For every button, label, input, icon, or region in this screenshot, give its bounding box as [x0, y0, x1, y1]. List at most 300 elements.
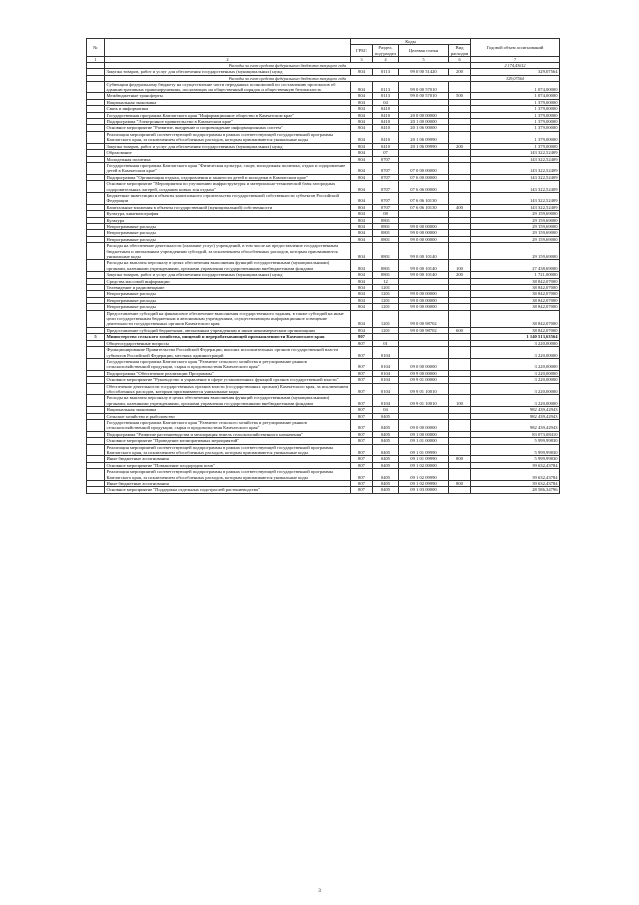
razdel-cell: 0801	[373, 236, 399, 242]
grbs-cell: 807	[351, 431, 373, 437]
table-row	[87, 131, 560, 143]
grbs-cell: 807	[351, 419, 373, 431]
header-grbs: ГРБС	[351, 45, 373, 57]
amount-cell: 38 842,07000	[471, 304, 560, 310]
item-name-cell: Телевидение и радиовещание	[105, 285, 351, 291]
item-name-cell: Средства массовой информации	[105, 278, 351, 284]
expense-type-cell	[449, 192, 471, 204]
row-num-cell	[87, 358, 105, 370]
amount-cell: 3 220,00000	[471, 383, 560, 395]
target-article-cell: 20 1 06 09990	[399, 131, 449, 143]
amount-cell: 39 632,43784	[471, 462, 560, 468]
amount-cell: 5 999,99830	[471, 456, 560, 462]
razdel-cell: 0104	[373, 347, 399, 359]
table-row	[87, 181, 560, 193]
razdel-cell: 0801	[373, 230, 399, 236]
expense-type-cell	[449, 81, 471, 93]
grbs-cell: 804	[351, 112, 373, 118]
amount-cell: 3 220,00000	[471, 395, 560, 407]
expense-type-cell: 800	[449, 456, 471, 462]
amount-cell: 5 999,99830	[471, 444, 560, 456]
item-name-cell: Основное мероприятие "Развитие, внедрение и сопровождение информационных систем"	[105, 125, 351, 131]
row-num-cell	[87, 162, 105, 174]
item-name-cell: Предоставление субсидий на финансовое обеспечение выполнения государственного задания, в также субсидий на иные цели государственным бюджетным и автономным учреждениям, осуществляющим информационное освещение деятельности государственных органов Камчатского края	[105, 310, 351, 327]
row-num-cell	[87, 131, 105, 143]
row-num-cell	[87, 260, 105, 272]
target-article-cell: 09 1 01 09990	[399, 456, 449, 462]
razdel-cell: 0707	[373, 156, 399, 162]
grbs-cell: 804	[351, 310, 373, 327]
razdel-cell: 0104	[373, 358, 399, 370]
item-name-cell: Подпрограмма "Организация отдыха, оздоровления и занятости детей и молодежи в Камчатском крае"	[105, 174, 351, 180]
table-row	[87, 347, 560, 359]
item-name-cell: Национальная экономика	[105, 99, 351, 105]
item-name-cell: Бюджетные инвестиции в объекты капитального строительства государственной собственности субъектов Российской Федерации	[105, 192, 351, 204]
expense-type-cell	[449, 358, 471, 370]
subtotal-label: Расходы за счет средств федерального бюджета текущего года	[105, 63, 471, 69]
razdel-cell: 0405	[373, 456, 399, 462]
razdel-cell: 0113	[373, 93, 399, 99]
razdel-cell: 0801	[373, 272, 399, 278]
target-article-cell: 09 1 02 00000	[399, 462, 449, 468]
expense-type-cell	[449, 243, 471, 260]
grbs-cell: 807	[351, 487, 373, 493]
target-article-cell: 99 0 00 00000	[399, 223, 449, 229]
amount-cell: 982 439,42943	[471, 419, 560, 431]
amount-cell: 1 379,00000	[471, 143, 560, 149]
grbs-cell: 804	[351, 291, 373, 297]
razdel-cell: 0113	[373, 69, 399, 75]
target-article-cell: 99 0 00 98702	[399, 310, 449, 327]
item-name-cell: Государственная программа Камчатского края "Развитие сельского хозяйства и регулирование рынков сельскохозяйственной продукции, сырья и продовольствия Камчатского края"	[105, 358, 351, 370]
target-article-cell: 09 9 01 10010	[399, 383, 449, 395]
razdel-cell: 0801	[373, 243, 399, 260]
razdel-cell: 0801	[373, 260, 399, 272]
row-num-cell	[87, 310, 105, 327]
header-cs: Целевая статья	[399, 45, 449, 57]
item-name-cell: Основное мероприятие "Повышение плодородия почв"	[105, 462, 351, 468]
target-article-cell: 09 1 01 09990	[399, 444, 449, 456]
razdel-cell: 0104	[373, 395, 399, 407]
grbs-cell: 804	[351, 143, 373, 149]
item-name-cell: Непрограммные расходы	[105, 230, 351, 236]
razdel-cell: 0707	[373, 162, 399, 174]
item-name-cell: Основное мероприятие "Мероприятия по улучшению инфраструктуры и материально-технической базы загородных оздоровительных лагерей, созданию новых зон отдыха"	[105, 181, 351, 193]
amount-cell: 38 842,07000	[471, 310, 560, 327]
grbs-cell: 807	[351, 444, 373, 456]
target-article-cell: 20 1 06 00000	[399, 125, 449, 131]
razdel-cell: 0410	[373, 112, 399, 118]
grbs-cell: 804	[351, 125, 373, 131]
amount-cell: 28 586,34796	[471, 487, 560, 493]
target-article-cell: 99 0 00 00000	[399, 304, 449, 310]
expense-type-cell: 600	[449, 327, 471, 333]
row-num-cell	[87, 192, 105, 204]
amount-cell: 38 842,07000	[471, 291, 560, 297]
razdel-cell: 0410	[373, 131, 399, 143]
razdel-cell: 1201	[373, 327, 399, 333]
amount-cell: 1 379,00000	[471, 106, 560, 112]
grbs-cell: 807	[351, 481, 373, 487]
item-name-cell: Межбюджетные трансферты	[105, 93, 351, 99]
subtotal-label: Расходы за счет средств федерального бюджета текущего года	[105, 75, 471, 81]
amount-cell: 143 322,52409	[471, 150, 560, 156]
grbs-cell: 804	[351, 106, 373, 112]
header-razdel: Раздел, под-раздел	[373, 45, 399, 57]
target-article-cell: 09 1 03 00000	[399, 487, 449, 493]
item-name-cell: Расходы на обеспечение деятельности (оказание услуг) учреждений, в том числе на предоставление государственным бюджетным и автономным учреждениям субсидий, за исключением обособленных расходов, которым присваиваются уникальные коды	[105, 243, 351, 260]
grbs-cell: 807	[351, 383, 373, 395]
grbs-cell: 807	[351, 358, 373, 370]
amount-cell: 329,07564	[471, 69, 560, 75]
razdel-cell: 0405	[373, 462, 399, 468]
grbs-cell: 804	[351, 211, 373, 217]
razdel-cell: 0801	[373, 217, 399, 223]
amount-cell: 1 379,00000	[471, 119, 560, 125]
page-number: 3	[318, 888, 321, 894]
col-index: 5	[399, 57, 449, 63]
col-index: 6	[449, 57, 471, 63]
expense-type-cell	[449, 419, 471, 431]
grbs-cell: 804	[351, 223, 373, 229]
grbs-cell: 804	[351, 327, 373, 333]
grbs-cell: 804	[351, 304, 373, 310]
grbs-cell: 804	[351, 204, 373, 210]
item-name-cell: Молодежная политика	[105, 156, 351, 162]
amount-cell: 1 379,00000	[471, 125, 560, 131]
item-name-cell: Закупка товаров, работ и услуг для обеспечения государственных (муниципальных) нужд	[105, 272, 351, 278]
item-name-cell: Реализация мероприятий соответствующей подпрограммы в рамках соответствующей государственной программы Камчатского края, за исключением обособленных расходов, которым присваиваются уникальные коды	[105, 469, 351, 481]
amount-cell: 29 159,69000	[471, 217, 560, 223]
row-num-cell	[87, 383, 105, 395]
razdel-cell: 0707	[373, 174, 399, 180]
item-name-cell: Иные бюджетные ассигнования	[105, 456, 351, 462]
item-name-cell: Министерство сельского хозяйства, пищевой и перерабатывающей промышленности Камчатского края	[105, 334, 351, 340]
amount-cell: 3 220,00000	[471, 347, 560, 359]
amount-cell: 3 220,00000	[471, 358, 560, 370]
target-article-cell: 99 0 00 10140	[399, 272, 449, 278]
expense-type-cell: 400	[449, 204, 471, 210]
item-name-cell: Непрограммные расходы	[105, 304, 351, 310]
target-article-cell: 99 0 00 51420	[399, 69, 449, 75]
table-row	[87, 419, 560, 431]
expense-type-cell	[449, 162, 471, 174]
item-name-cell: Закупка товаров, работ и услуг для обеспечения государственных (муниципальных) нужд	[105, 143, 351, 149]
amount-cell: 38 842,07000	[471, 285, 560, 291]
row-num-cell	[87, 419, 105, 431]
grbs-cell: 807	[351, 462, 373, 468]
item-name-cell: Иные бюджетные ассигнования	[105, 481, 351, 487]
amount-cell: 1 074,00000	[471, 81, 560, 93]
item-name-cell: Капитальные вложения в объекты государственной (муниципальной) собственности	[105, 204, 351, 210]
amount-cell: 982 439,42943	[471, 407, 560, 413]
item-name-cell: Расходы на выплаты персоналу в целях обеспечения выполнения функций государственными (муниципальными) органами, казенными учреждениями, органами управления государственными внебюджетными фондами	[105, 395, 351, 407]
target-article-cell: 09 1 00 00000	[399, 431, 449, 437]
target-article-cell: 07 0 00 00000	[399, 162, 449, 174]
razdel-cell: 0405	[373, 438, 399, 444]
amount-cell: 83 073,08410	[471, 431, 560, 437]
expense-type-cell	[449, 487, 471, 493]
amount-cell: 1 379,00000	[471, 99, 560, 105]
grbs-cell: 807	[351, 456, 373, 462]
item-name-cell: Обеспечение деятельности государственных органов власти (государственных органов) Камчатского края, за исключением обособленных расходов, которым присваиваются уникальные коды	[105, 383, 351, 395]
amount-cell: 143 322,52409	[471, 162, 560, 174]
razdel-cell: 0104	[373, 377, 399, 383]
item-name-cell: Подпрограмма "Обеспечение реализации Программы"	[105, 370, 351, 376]
table-row	[87, 383, 560, 395]
target-article-cell: 20 1 06 09990	[399, 143, 449, 149]
target-article-cell: 07 6 00 00000	[399, 174, 449, 180]
target-article-cell: 09 0 00 00000	[399, 358, 449, 370]
amount-cell: 1 379,00000	[471, 112, 560, 118]
amount-cell: 982 439,42943	[471, 413, 560, 419]
amount-cell: 39 632,43784	[471, 481, 560, 487]
grbs-cell: 804	[351, 297, 373, 303]
item-name-cell: Национальная экономика	[105, 407, 351, 413]
header-name	[105, 39, 351, 57]
amount-cell: 29 159,69000	[471, 230, 560, 236]
col-index: 2	[105, 57, 351, 63]
grbs-cell: 807	[351, 395, 373, 407]
table-row	[87, 260, 560, 272]
grbs-cell: 804	[351, 192, 373, 204]
razdel-cell: 1201	[373, 285, 399, 291]
grbs-cell: 804	[351, 278, 373, 284]
amount-cell: 5 999,99830	[471, 438, 560, 444]
item-name-cell: Основное мероприятие "Руководство и управление в сфере установленных функций органов государственной власти"	[105, 377, 351, 383]
target-article-cell: 99 0 00 57010	[399, 81, 449, 93]
target-article-cell: 20 0 00 00000	[399, 112, 449, 118]
table-row	[87, 162, 560, 174]
item-name-cell: Государственная программа Камчатского края "Развитие сельского хозяйства и регулирование рынков сельскохозяйственной продукции, сырья и продовольствия Камчатского края"	[105, 419, 351, 431]
razdel-cell: 04	[373, 407, 399, 413]
expense-type-cell: 200	[449, 69, 471, 75]
row-num-cell	[87, 444, 105, 456]
row-num-cell	[87, 243, 105, 260]
amount-cell: 1 379,00000	[471, 131, 560, 143]
razdel-cell: 0405	[373, 413, 399, 419]
amount-cell: 143 322,52409	[471, 174, 560, 180]
amount-cell: 143 322,52409	[471, 192, 560, 204]
razdel-cell: 0410	[373, 143, 399, 149]
item-name-cell: Закупка товаров, работ и услуг для обеспечения государственных (муниципальных) нужд	[105, 69, 351, 75]
table-row	[87, 310, 560, 327]
amount-cell: 29 159,69000	[471, 243, 560, 260]
grbs-cell: 804	[351, 272, 373, 278]
row-num-cell	[87, 347, 105, 359]
razdel-cell: 1201	[373, 310, 399, 327]
razdel-cell: 0801	[373, 223, 399, 229]
item-name-cell: Сельское хозяйство и рыболовство	[105, 413, 351, 419]
col-index: 3	[351, 57, 373, 63]
razdel-cell: 01	[373, 340, 399, 346]
col-index: 1	[87, 57, 105, 63]
item-name-cell: Культура, кинематография	[105, 211, 351, 217]
grbs-cell: 807	[351, 407, 373, 413]
table-row	[87, 81, 560, 93]
item-name-cell: Субвенции федеральному бюджету на осуществление части переданных полномочий по составлению протоколов об административных правонарушениях, посягающих на общественный порядок и общественную безопасность	[105, 81, 351, 93]
razdel-cell: 0707	[373, 181, 399, 193]
expense-type-cell	[449, 181, 471, 193]
target-article-cell: 07 6 06 10130	[399, 192, 449, 204]
expense-type-cell	[449, 131, 471, 143]
amount-cell: 38 842,07000	[471, 297, 560, 303]
grbs-cell: 804	[351, 150, 373, 156]
grbs-cell: 807	[351, 377, 373, 383]
table-row	[87, 395, 560, 407]
target-article-cell: 99 0 00 57010	[399, 93, 449, 99]
grbs-cell: 807	[351, 413, 373, 419]
table-body	[87, 63, 560, 494]
target-article-cell: 99 0 00 00000	[399, 291, 449, 297]
amount-cell: 29 159,69000	[471, 223, 560, 229]
col-index: 4	[373, 57, 399, 63]
item-name-cell: Предоставление субсидий бюджетным, автономным учреждениям и иным некоммерческим организациям	[105, 327, 351, 333]
amount-cell: 1 074,00000	[471, 93, 560, 99]
grbs-cell: 804	[351, 131, 373, 143]
target-article-cell: 99 0 00 98702	[399, 327, 449, 333]
razdel-cell: 0410	[373, 125, 399, 131]
target-article-cell: 20 1 00 00000	[399, 119, 449, 125]
razdel-cell: 0104	[373, 370, 399, 376]
item-name-cell: Непрограммные расходы	[105, 291, 351, 297]
amount-cell: 3 220,00000	[471, 377, 560, 383]
item-name-cell: Реализация мероприятий соответствующей подпрограммы в рамках соответствующей государственной программы Камчатского края, за исключением обособленных расходов, которым присваиваются уникальные коды	[105, 131, 351, 143]
grbs-cell: 804	[351, 181, 373, 193]
header-vr: Вид расходов	[449, 45, 471, 57]
grbs-cell: 804	[351, 243, 373, 260]
expense-type-cell: 500	[449, 93, 471, 99]
amount-cell: 143 322,52409	[471, 181, 560, 193]
grbs-cell: 804	[351, 162, 373, 174]
razdel-cell: 08	[373, 211, 399, 217]
row-num-cell	[87, 469, 105, 481]
grbs-cell: 807	[351, 347, 373, 359]
grbs-cell: 804	[351, 99, 373, 105]
amount-cell: 1 721,00000	[471, 272, 560, 278]
razdel-cell: 0405	[373, 431, 399, 437]
razdel-cell: 04	[373, 99, 399, 105]
item-name-cell: Реализация мероприятий соответствующей подпрограммы в рамках соответствующей государственной программы Камчатского края, за исключением обособленных расходов, которым присваиваются уникальные коды	[105, 444, 351, 456]
razdel-cell: 0113	[373, 81, 399, 93]
amount-cell: 29 159,69000	[471, 211, 560, 217]
item-name-cell: Непрограммные расходы	[105, 223, 351, 229]
razdel-cell: 1201	[373, 297, 399, 303]
target-article-cell: 09 1 02 09990	[399, 469, 449, 481]
razdel-cell: 0410	[373, 119, 399, 125]
table-row	[87, 192, 560, 204]
razdel-cell: 0410	[373, 106, 399, 112]
razdel-cell: 1201	[373, 304, 399, 310]
target-article-cell: 99 0 00 00000	[399, 230, 449, 236]
grbs-cell: 807	[351, 438, 373, 444]
amount-cell: 39 632,43784	[471, 469, 560, 481]
item-name-cell: Связь и информатика	[105, 106, 351, 112]
grbs-cell: 804	[351, 119, 373, 125]
item-name-cell: Подпрограмма "Электронное правительство в Камчатском крае"	[105, 119, 351, 125]
item-name-cell: Функционирование Правительства Российской Федерации, высших исполнительных органов государственной власти субъектов Российской Федерации, местных администраций	[105, 347, 351, 359]
item-name-cell: Государственная программа Камчатского края "Физическая культура, спорт, молодежная политика, отдых и оздоровление детей в Камчатском крае"	[105, 162, 351, 174]
header-num: №	[87, 39, 105, 57]
grbs-cell: 807	[351, 340, 373, 346]
grbs-cell: 807	[351, 469, 373, 481]
item-name-cell: Основное мероприятие "Поддержка отдельных подотраслей растениеводства"	[105, 487, 351, 493]
target-article-cell: 09 9 01 10010	[399, 395, 449, 407]
table-row	[87, 243, 560, 260]
header-codes: Коды	[351, 39, 471, 45]
target-article-cell: 99 0 00 00000	[399, 297, 449, 303]
amount-cell: 38 842,07000	[471, 278, 560, 284]
target-article-cell: 99 0 00 10140	[399, 260, 449, 272]
grbs-cell: 804	[351, 230, 373, 236]
grbs-cell: 804	[351, 260, 373, 272]
grbs-cell: 804	[351, 93, 373, 99]
expense-type-cell	[449, 347, 471, 359]
amount-cell: 143 322,52409	[471, 204, 560, 210]
razdel-cell: 12	[373, 278, 399, 284]
target-article-cell: 09 9 01 00000	[399, 377, 449, 383]
item-name-cell: Общегосударственные вопросы	[105, 340, 351, 346]
item-name-cell: Культура	[105, 217, 351, 223]
budget-sheet	[86, 38, 559, 494]
razdel-cell: 0707	[373, 192, 399, 204]
subtotal-sum: 2 174,43612	[471, 63, 560, 69]
expense-type-cell	[449, 469, 471, 481]
table-row	[87, 444, 560, 456]
target-article-cell: 99 0 00 10140	[399, 243, 449, 260]
expense-type-cell: 800	[449, 481, 471, 487]
grbs-cell: 807	[351, 370, 373, 376]
target-article-cell: 09 9 00 00000	[399, 370, 449, 376]
item-name-cell: Основное мероприятие "Проведение мелиоративных мероприятий"	[105, 438, 351, 444]
grbs-cell: 804	[351, 174, 373, 180]
grbs-cell: 804	[351, 69, 373, 75]
target-article-cell: 09 1 01 00000	[399, 438, 449, 444]
table-row	[87, 358, 560, 370]
amount-cell: 38 842,07000	[471, 327, 560, 333]
target-article-cell	[399, 347, 449, 359]
grbs-cell: 804	[351, 156, 373, 162]
razdel-cell: 07	[373, 150, 399, 156]
target-article-cell: 09 0 00 00000	[399, 419, 449, 431]
amount-cell: 29 159,69000	[471, 236, 560, 242]
grbs-cell: 804	[351, 236, 373, 242]
expense-type-cell: 100	[449, 260, 471, 272]
row-num-cell	[87, 487, 105, 493]
amount-cell: 3 220,00000	[471, 370, 560, 376]
item-name-cell: Непрограммные расходы	[105, 236, 351, 242]
subtotal-sum: 329,07564	[471, 75, 560, 81]
budget-table	[86, 38, 560, 494]
item-name-cell: Непрограммные расходы	[105, 297, 351, 303]
target-article-cell: 09 1 02 09990	[399, 481, 449, 487]
razdel-cell: 0405	[373, 419, 399, 431]
table-row	[87, 487, 560, 493]
row-num-cell	[87, 395, 105, 407]
target-article-cell: 07 6 06 00000	[399, 181, 449, 193]
razdel-cell: 1201	[373, 291, 399, 297]
expense-type-cell: 100	[449, 395, 471, 407]
expense-type-cell: 200	[449, 272, 471, 278]
amount-cell: 27 438,69000	[471, 260, 560, 272]
table-row	[87, 469, 560, 481]
expense-type-cell	[449, 383, 471, 395]
razdel-cell: 0707	[373, 204, 399, 210]
header-sum: Годовой объем ассигнований	[471, 39, 560, 57]
row-num-cell: 5	[87, 334, 105, 340]
item-name-cell: Подпрограмма "Развитие растениеводства и мелиорация земель сельскохозяйственного назначения"	[105, 431, 351, 437]
razdel-cell: 0405	[373, 481, 399, 487]
